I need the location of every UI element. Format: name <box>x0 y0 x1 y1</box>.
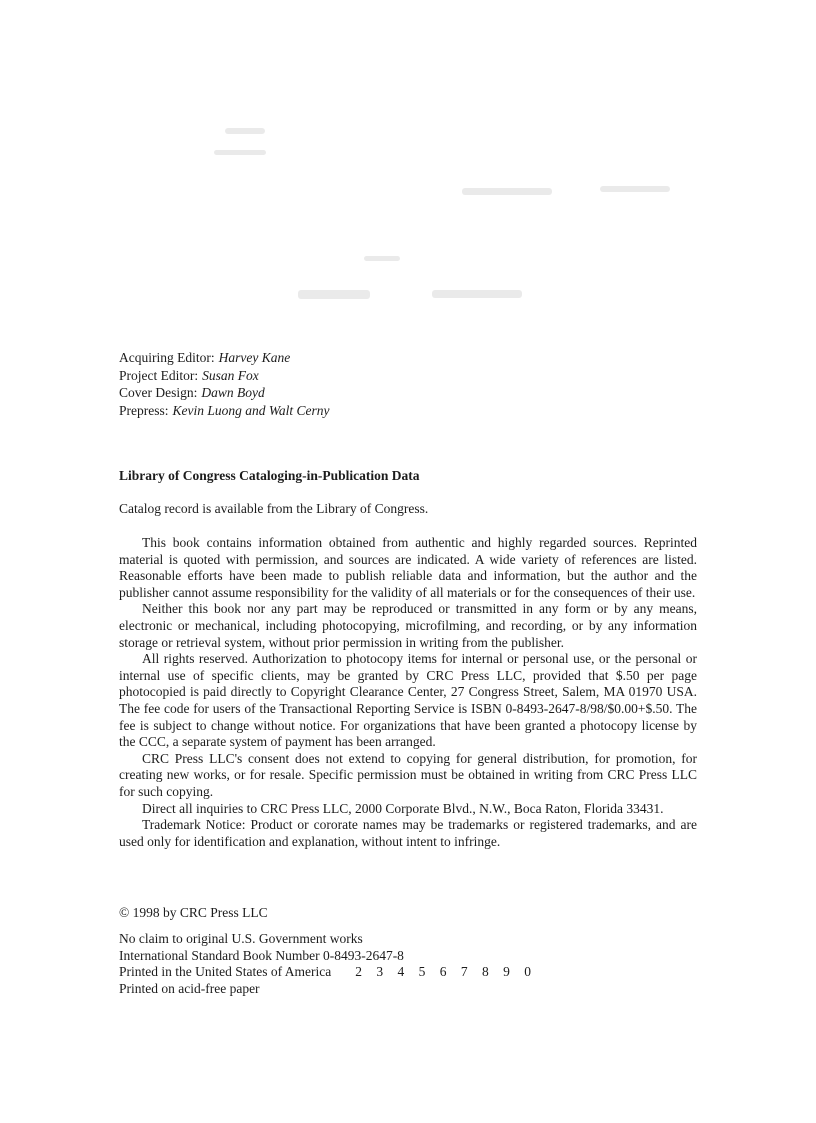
credit-role: Cover Design: <box>119 385 198 400</box>
copyright-line: © 1998 by CRC Press LLC <box>119 905 268 920</box>
scan-artifact <box>432 290 522 298</box>
paragraph-reproduction: Neither this book nor any part may be reproduced or transmitted in any form or by any means, electronic or mechanical, including photocopying, microfilming, and recording, or by any information storage or retrieval system, without prior permission in writing from the publisher. <box>119 601 697 650</box>
publication-info <box>119 931 536 997</box>
printing-line-numbers: 2 3 4 5 6 7 8 9 0 <box>355 964 537 980</box>
paragraph-inquiries: Direct all inquiries to CRC Press LLC, 2000 Corporate Blvd., N.W., Boca Raton, Florida 33431. <box>142 800 664 816</box>
printed-in-line <box>119 964 536 981</box>
credit-acquiring-editor <box>119 349 330 367</box>
printed-in-text: Printed in the United States of America <box>119 964 332 980</box>
credit-project-editor <box>119 367 330 385</box>
paragraph-trademark: Trademark Notice: Product or cororate names may be trademarks or registered trademarks, and are used only for identification and explanation, without intent to infringe. <box>119 817 697 849</box>
credit-role: Prepress: <box>119 402 169 418</box>
scan-artifact <box>225 128 265 134</box>
credit-role: Acquiring Editor: <box>119 350 215 365</box>
credit-name: Susan Fox <box>202 367 259 383</box>
paragraph-consent: CRC Press LLC's consent does not extend to copying for general distribution, for promotion, for creating new works, or for resale. Specific permission must be obtained in writing from CRC Press LLC for such copying. <box>119 750 697 799</box>
paragraph-rights: All rights reserved. Authorization to photocopy items for internal or personal use, or the personal or internal use of specific clients, may be granted by CRC Press LLC, provided that $.50 per page photocopied is paid directly to Copyright Clearance Center, 27 Congress Street, Salem, MA 01970 USA. The fee code for users of the Transactional Reporting Service is ISBN 0-8493-2647-8/98/$0.00+$.50. The fee is subject to change without notice. For organizations that have been granted a photocopy license by the CCC, a separate system of payment has been arranged. <box>119 651 697 750</box>
editorial-credits <box>119 349 330 419</box>
government-claim: No claim to original U.S. Government works <box>119 931 363 946</box>
credit-name: Kevin Luong and Walt Cerny <box>172 402 330 418</box>
credit-name: Dawn Boyd <box>201 385 265 400</box>
isbn-line: International Standard Book Number 0-8493-2647-8 <box>119 947 404 963</box>
legal-notice <box>119 535 697 850</box>
cip-heading: Library of Congress Cataloging-in-Publication Data <box>119 468 420 483</box>
scan-artifact <box>214 150 266 155</box>
paragraph-sources: This book contains information obtained from authentic and highly regarded sources. Reprinted material is quoted with permission, and sources are indicated. A wide variety of references are listed. Reasonable efforts have been made to publish reliable data and information, but the author and the publisher cannot assume responsibility for the validity of all materials or for the consequences of their use. <box>119 535 697 600</box>
scan-artifact <box>600 186 670 192</box>
paper-line: Printed on acid-free paper <box>119 980 260 996</box>
scan-artifact <box>364 256 400 261</box>
credit-name: Harvey Kane <box>218 350 291 365</box>
scan-artifact <box>298 290 370 299</box>
credit-prepress <box>119 402 330 420</box>
credit-cover-design <box>119 384 330 402</box>
scan-artifact <box>462 188 552 195</box>
credit-role: Project Editor: <box>119 367 199 383</box>
cip-record: Catalog record is available from the Library of Congress. <box>119 501 429 516</box>
